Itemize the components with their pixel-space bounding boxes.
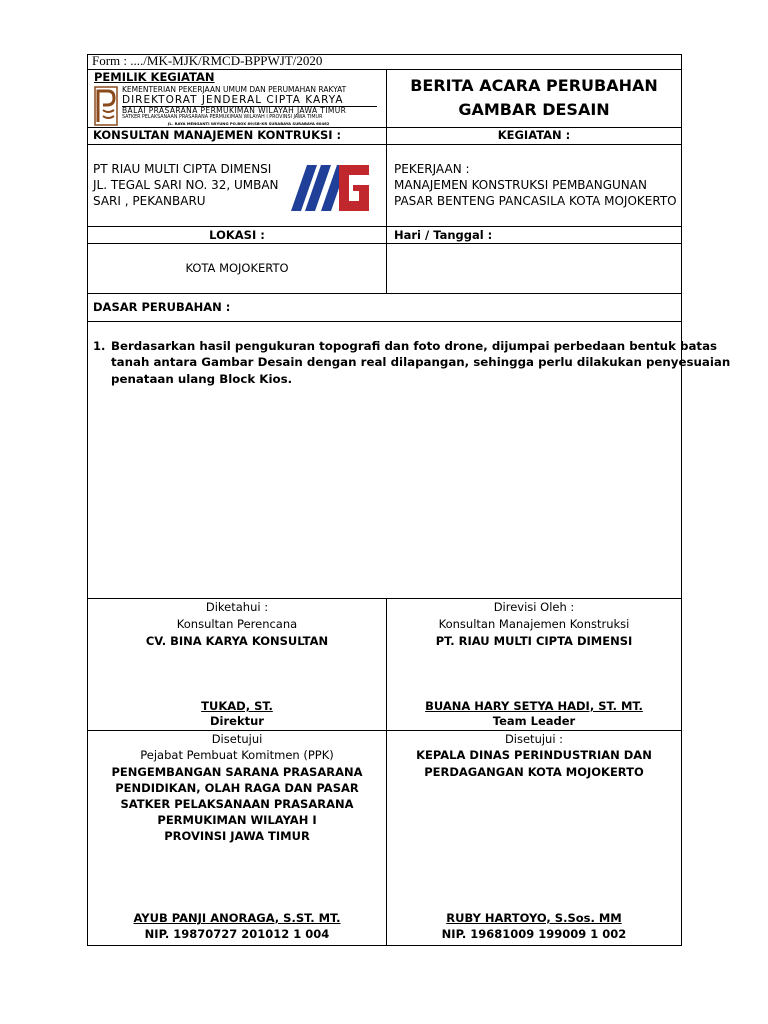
known-company: CV. BINA KARYA KONSULTAN bbox=[145, 634, 329, 648]
location-heading: LOKASI : bbox=[209, 228, 265, 242]
document-title-line1: BERITA ACARA PERUBAHAN bbox=[410, 76, 658, 95]
revised-signatory-name: BUANA HARY SETYA HADI, ST. MT. bbox=[425, 699, 643, 713]
ppk-org-line2: PENDIDIKAN, OLAH RAGA DAN PASAR bbox=[115, 781, 359, 795]
known-label: Diketahui : bbox=[205, 600, 269, 614]
known-signatory-title: Direktur bbox=[210, 714, 264, 728]
work-label: PEKERJAAN : bbox=[394, 162, 470, 176]
logo-line-satker: SATKER PELAKSANAAN PRASARANA PERMUKIMAN WILAYAH I PROVINSI JAWA TIMUR bbox=[122, 115, 323, 120]
ppk-signatory-name: AYUB PANJI ANORAGA, S.ST. MT. bbox=[133, 911, 341, 925]
revised-signatory-title: Team Leader bbox=[492, 714, 576, 728]
consultant-heading: KONSULTAN MANAJEMEN KONTRUKSI : bbox=[93, 128, 342, 142]
ppk-signatory-nip: NIP. 19870727 201012 1 004 bbox=[144, 927, 330, 941]
consultant-address-line2: SARI , PEKANBARU bbox=[93, 194, 206, 208]
consultant-address-line1: JL. TEGAL SARI NO. 32, UMBAN bbox=[93, 178, 279, 192]
ppk-org-line1: PENGEMBANGAN SARANA PRASARANA bbox=[111, 765, 363, 779]
head-signatory-nip: NIP. 19681009 199009 1 002 bbox=[441, 927, 627, 941]
form-code: Form : ..../MK-MJK/RMCD-BPPWJT/2020 bbox=[92, 53, 323, 68]
ppk-org-line4: PERMUKIMAN WILAYAH I bbox=[157, 813, 317, 827]
revised-role: Konsultan Manajemen Konstruksi bbox=[438, 617, 630, 631]
owner-heading: PEMILIK KEGIATAN bbox=[94, 70, 215, 84]
known-role: Konsultan Perencana bbox=[176, 617, 298, 631]
ppk-org-line5: PROVINSI JAWA TIMUR bbox=[164, 829, 310, 843]
basis-item-number: 1. bbox=[93, 339, 106, 353]
location-value: KOTA MOJOKERTO bbox=[185, 261, 289, 275]
basis-heading: DASAR PERUBAHAN : bbox=[93, 300, 231, 314]
logo-line-ministry: KEMENTERIAN PEKERJAAN UMUM DAN PERUMAHAN RAKYAT bbox=[122, 85, 347, 94]
logo-line-directorate: DIREKTORAT JENDERAL CIPTA KARYA bbox=[122, 94, 344, 106]
pupr-logo-icon bbox=[94, 86, 118, 126]
work-description-line1: MANAJEMEN KONSTRUKSI PEMBANGUNAN bbox=[394, 178, 647, 192]
basis-item-line1: Berdasarkan hasil pengukuran topografi dan foto drone, dijumpai perbedaan bentuk batas bbox=[111, 339, 718, 353]
basis-item-line3: penataan ulang Block Kios. bbox=[111, 372, 293, 386]
work-description-line2: PASAR BENTENG PANCASILA KOTA MOJOKERTO bbox=[394, 194, 677, 208]
document-title-line2: GAMBAR DESAIN bbox=[458, 100, 610, 119]
known-signatory-name: TUKAD, ST. bbox=[201, 699, 273, 713]
logo-line-balai: BALAI PRASARANA PERMUKIMAN WILAYAH JAWA TIMUR bbox=[122, 106, 347, 115]
date-heading: Hari / Tanggal : bbox=[394, 228, 493, 242]
mcd-company-logo-icon bbox=[289, 163, 371, 213]
ppk-label: Disetujui bbox=[211, 732, 263, 746]
revised-label: Direvisi Oleh : bbox=[493, 600, 575, 614]
activity-heading: KEGIATAN : bbox=[497, 128, 571, 142]
head-signatory-name: RUBY HARTOYO, S.Sos. MM bbox=[446, 911, 622, 925]
head-org-line1: KEPALA DINAS PERINDUSTRIAN DAN bbox=[416, 748, 652, 762]
logo-line-address: JL. RAYA MENGANTI WIYUNG PO.BOX 89/SB-KR SURABAYA SURABAYA 60462 bbox=[168, 121, 330, 126]
ppk-role: Pejabat Pembuat Komitmen (PPK) bbox=[140, 748, 334, 762]
head-org-line2: PERDAGANGAN KOTA MOJOKERTO bbox=[424, 765, 644, 779]
basis-item-line2: tanah antara Gambar Desain dengan real dilapangan, sehingga perlu dilakukan penyesuaian bbox=[111, 355, 731, 369]
consultant-name: PT RIAU MULTI CIPTA DIMENSI bbox=[93, 162, 272, 176]
ppk-org-line3: SATKER PELAKSANAAN PRASARANA bbox=[120, 797, 354, 811]
revised-company: PT. RIAU MULTI CIPTA DIMENSI bbox=[435, 634, 633, 648]
head-label: Disetujui : bbox=[504, 732, 564, 746]
